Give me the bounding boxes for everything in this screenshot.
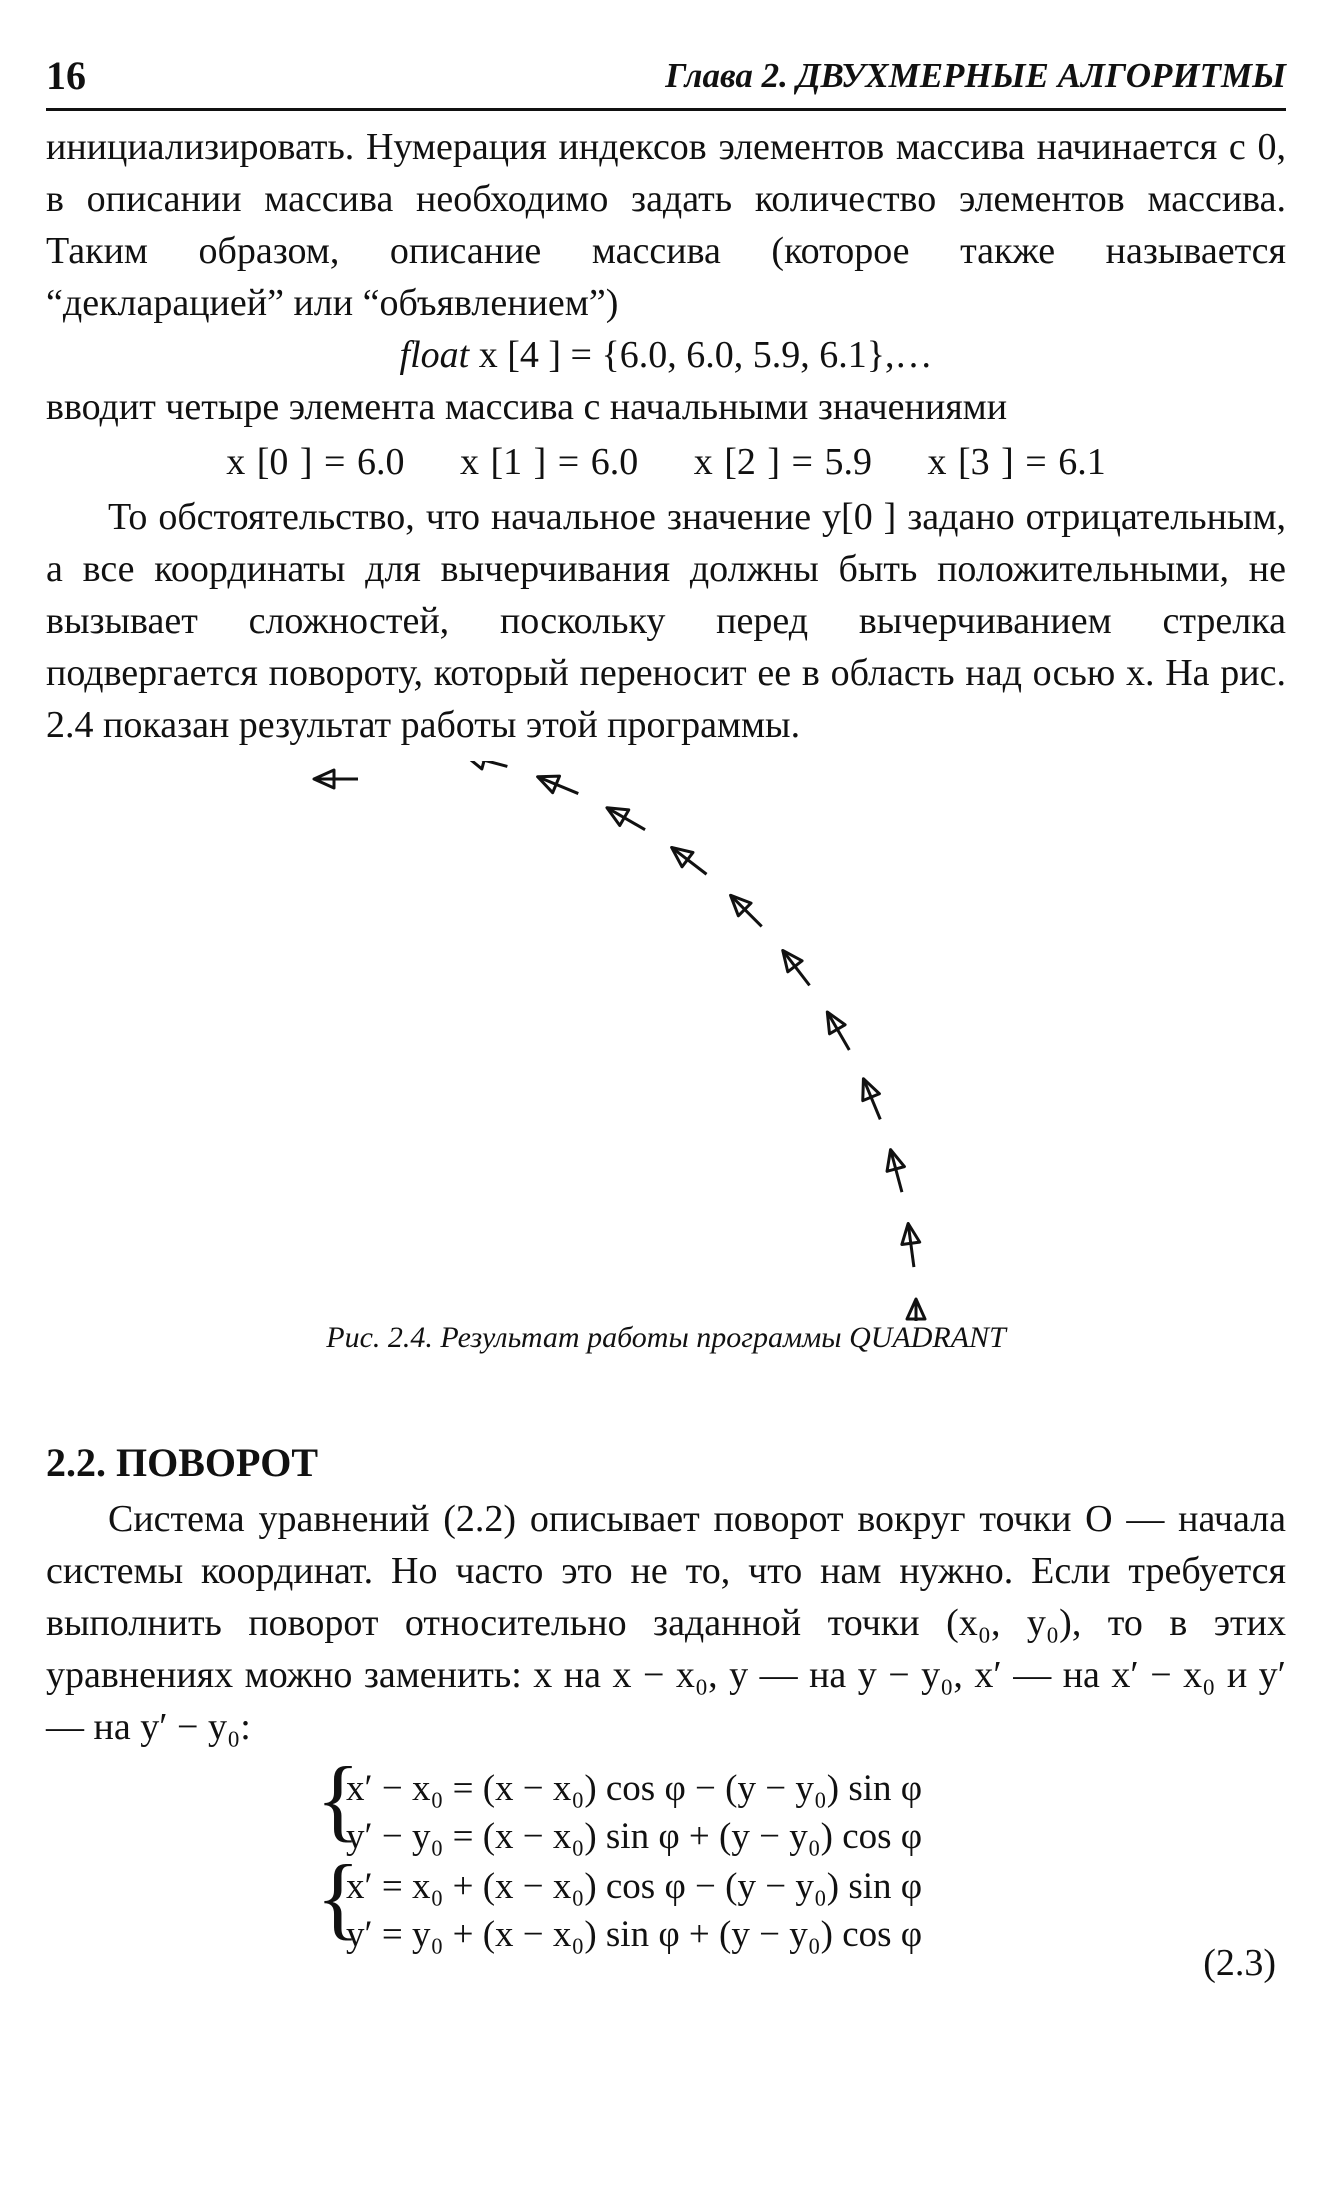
paragraph-1: инициализировать. Нумерация индексов элементов массива начинается с 0, в описании массива необходимо задать количество элементов массива. Таким образом, описание массива (которое также называется “декларацией” или “объявлением”)	[46, 126, 1286, 324]
arrow-mark	[783, 950, 810, 985]
section-paragraph: Система уравнений (2.2) описывает поворот вокруг точки O — начала системы координат. Но часто это не то, что нам нужно. Если требуется выполнить поворот относительно заданной точки (x₀, y₀), то в этих уравнениях можно заменить: x на x − x₀, y — на y − y₀, x′ — на x′ − x₀ и y′ — на y′ − y₀:	[46, 1498, 1286, 1748]
arrow-mark	[907, 1299, 925, 1321]
arrow-mark	[887, 1150, 904, 1193]
figure-caption: Рис. 2.4. Результат работы программы QUADRANT	[326, 1321, 1006, 1354]
equation-line-1: x′ − x₀ = (x − x₀) cos φ − (y − y₀) sin φ	[346, 1768, 923, 1809]
left-brace: {	[316, 1748, 361, 1850]
arrow-mark	[863, 1079, 880, 1120]
arrow-mark	[314, 770, 358, 788]
arrow-mark	[827, 1012, 849, 1050]
page-header	[46, 52, 1286, 111]
section-title: 2.2. ПОВОРОТ	[46, 1440, 319, 1485]
arrow-mark	[465, 761, 508, 769]
arrow-mark	[672, 847, 707, 874]
initial-values	[46, 433, 1286, 491]
value-1: x [1 ] = 6.0	[460, 441, 639, 483]
quadrant-arrows-svg	[46, 761, 1286, 1321]
arrow-mark	[538, 776, 579, 793]
array-declaration	[46, 329, 1286, 381]
paragraph-3: То обстоятельство, что начальное значение y[0 ] задано отрицательным, а все координаты для вычерчивания должны быть положительными, не вызывает сложностей, поскольку перед вычерчиванием стрелка подвергается повороту, который переносит ее в область над осью x. На рис. 2.4 показан результат работы этой программы.	[46, 496, 1286, 746]
arrow-mark	[607, 808, 645, 830]
left-brace: {	[316, 1846, 361, 1948]
figure-quadrant	[46, 761, 1286, 1321]
arrow-mark	[731, 895, 762, 926]
value-2: x [2 ] = 5.9	[693, 441, 872, 483]
equation-line-2: y′ − y₀ = (x − x₀) sin φ + (y − y₀) cos φ	[346, 1816, 923, 1857]
equation-block	[46, 1748, 1286, 2021]
equation-line-4: y′ = y₀ + (x − x₀) sin φ + (y − y₀) cos φ	[346, 1914, 923, 1955]
page-number: 16	[46, 53, 86, 98]
page	[46, 52, 1286, 2021]
value-3: x [3 ] = 6.1	[927, 441, 1106, 483]
array-declaration-rest: x [4 ] = {6.0, 6.0, 5.9, 6.1},…	[469, 334, 933, 376]
float-keyword: float	[399, 334, 470, 376]
value-0: x [0 ] = 6.0	[226, 441, 405, 483]
arrow-mark	[902, 1223, 920, 1267]
equation-line-3: x′ = x₀ + (x − x₀) cos φ − (y − y₀) sin φ	[346, 1866, 923, 1907]
chapter-title: Глава 2. ДВУХМЕРНЫЕ АЛГОРИТМЫ	[665, 56, 1286, 95]
paragraph-2: вводит четыре элемента массива с начальными значениями	[46, 386, 1008, 428]
equation-number: (2.3)	[1203, 1942, 1276, 1984]
